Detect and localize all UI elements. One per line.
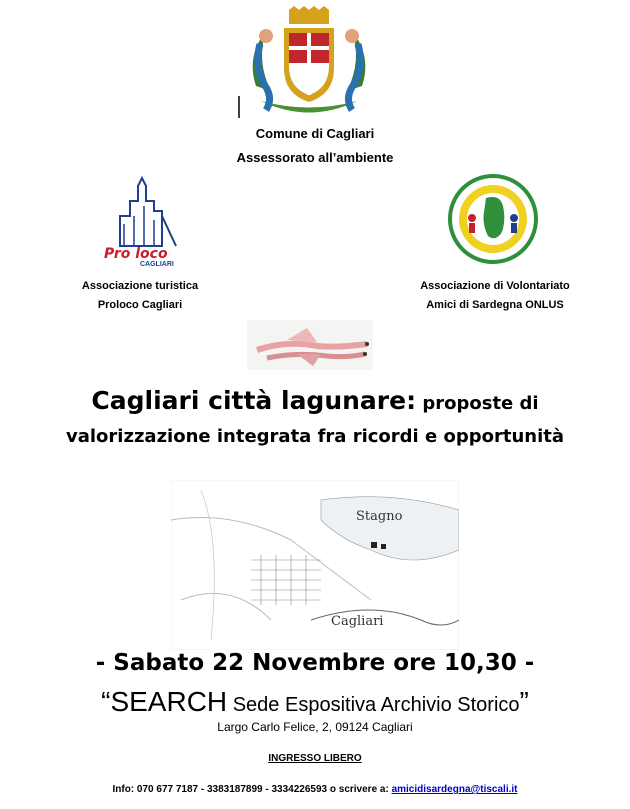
event-date: - Sabato 22 Novembre ore 10,30 - [95, 650, 535, 676]
proloco-assoc-name: Proloco Cagliari [97, 299, 183, 311]
amici-assoc-name: Amici di Sardegna ONLUS [426, 299, 564, 311]
map-label-cagliari: Cagliari [331, 614, 384, 629]
free-entry-note: INGRESSO LIBERO [268, 753, 362, 764]
amici-di-sardegna-logo [448, 174, 538, 264]
venue-open-quote: “ [101, 686, 111, 717]
event-title-sub: proposte di [416, 393, 539, 414]
venue-name: SEARCH [110, 686, 228, 717]
event-title-line1 [0, 386, 630, 415]
venue-address: Largo Carlo Felice, 2, 09124 Cagliari [217, 720, 413, 734]
event-title-main: Cagliari città lagunare: [91, 386, 417, 415]
contact-info-text: Info: 070 677 7187 - 3383187899 - 3334226593 o scrivere a: [112, 784, 392, 795]
contact-email-link[interactable]: amicidisardegna@tiscali.it [391, 784, 518, 795]
proloco-logo-subtext: CAGLIARI [140, 261, 174, 268]
comune-title: Comune di Cagliari [255, 126, 375, 141]
venue-close-quote: ” [519, 686, 529, 717]
event-venue [0, 686, 630, 718]
proloco-logo-text: Pro loco [104, 246, 168, 262]
proloco-assoc-type: Associazione turistica [81, 280, 199, 292]
amici-assoc-type: Associazione di Volontariato [420, 280, 570, 292]
venue-desc: Sede Espositiva Archivio Storico [227, 694, 520, 716]
proloco-logo [100, 176, 182, 270]
event-title-line2: valorizzazione integrata fra ricordi e opportunità [66, 426, 564, 447]
assessorato-subtitle: Assessorato all’ambiente [236, 150, 394, 165]
cagliari-crest-logo [236, 6, 382, 120]
contact-info [0, 784, 630, 795]
flamingos-image [247, 320, 373, 370]
historic-map-image [171, 480, 459, 650]
map-label-stagno: Stagno [356, 509, 403, 524]
